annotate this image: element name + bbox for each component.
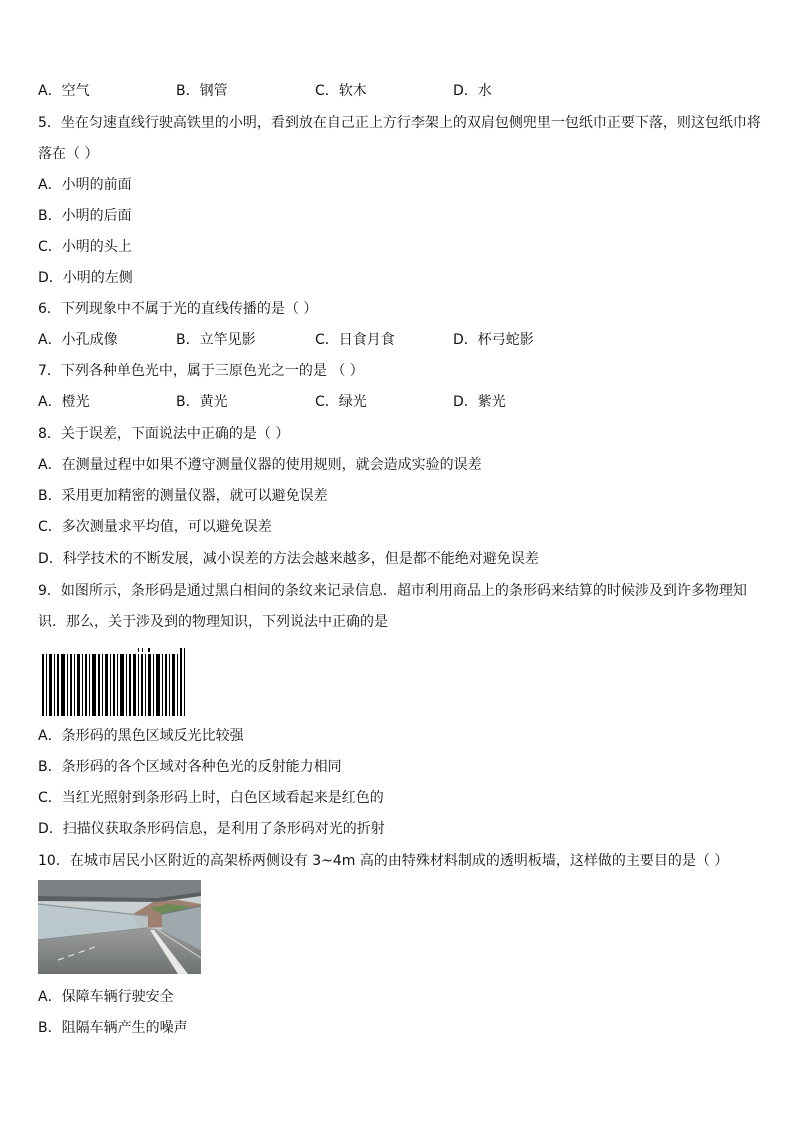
q5-stem-line1: 5．坐在匀速直线行驶高铁里的小明，看到放在自己正上方行李架上的双肩包侧兜里一包纸巾正要下落，则这包纸巾将 <box>38 115 761 131</box>
q10-option-b: B．阻隔车辆产生的噪声 <box>38 1020 188 1036</box>
q5-option-a: A．小明的前面 <box>38 177 132 193</box>
q10-option-a: A．保障车辆行驶安全 <box>38 989 174 1005</box>
q8-option-b: B．采用更加精密的测量仪器，就可以避免误差 <box>38 488 328 504</box>
q8-option-c: C．多次测量求平均值，可以避免误差 <box>38 519 272 535</box>
q4-option-b: B．钢管 <box>176 83 228 99</box>
q7-stem: 7．下列各种单色光中，属于三原色光之一的是 （ ） <box>38 363 364 379</box>
q5-option-d: D．小明的左侧 <box>38 270 133 286</box>
q5-stem-line2: 落在（ ） <box>38 146 99 162</box>
q7-option-a: A．橙光 <box>38 394 90 410</box>
q7-option-d: D．紫光 <box>453 394 506 410</box>
q4-option-c: C．软木 <box>315 83 367 99</box>
q6-option-c: C．日食月食 <box>315 332 395 348</box>
q9-stem-line2: 识．那么，关于涉及到的物理知识，下列说法中正确的是 <box>38 614 388 630</box>
q4-option-d: D．水 <box>453 83 492 99</box>
q8-option-d: D．科学技术的不断发展，减小误差的方法会越来越多，但是都不能绝对避免误差 <box>38 551 539 567</box>
q6-stem: 6．下列现象中不属于光的直线传播的是（ ） <box>38 301 318 317</box>
barcode-image <box>42 648 188 716</box>
q9-option-c: C．当红光照射到条形码上时，白色区域看起来是红色的 <box>38 790 384 806</box>
q8-option-a: A．在测量过程中如果不遵守测量仪器的使用规则，就会造成实验的误差 <box>38 457 482 473</box>
q9-option-d: D．扫描仪获取条形码信息，是利用了条形码对光的折射 <box>38 821 385 837</box>
q4-option-a: A．空气 <box>38 83 90 99</box>
q6-option-b: B．立竿见影 <box>176 332 256 348</box>
highway-photo <box>38 880 201 974</box>
q6-option-d: D．杯弓蛇影 <box>453 332 534 348</box>
q7-option-b: B．黄光 <box>176 394 228 410</box>
q9-stem-line1: 9．如图所示，条形码是通过黑白相间的条纹来记录信息．超市利用商品上的条形码来结算的时候涉及到许多物理知 <box>38 583 747 599</box>
q10-stem: 10．在城市居民小区附近的高架桥两侧设有 3~4m 高的由特殊材料制成的透明板墙，这样做的主要目的是（ ） <box>38 853 729 869</box>
q7-option-c: C．绿光 <box>315 394 367 410</box>
q9-option-b: B．条形码的各个区域对各种色光的反射能力相同 <box>38 759 342 775</box>
q5-option-c: C．小明的头上 <box>38 239 132 255</box>
q9-option-a: A．条形码的黑色区域反光比较强 <box>38 728 244 744</box>
q5-option-b: B．小明的后面 <box>38 208 132 224</box>
q6-option-a: A．小孔成像 <box>38 332 118 348</box>
q8-stem: 8．关于误差，下面说法中正确的是（ ） <box>38 426 290 442</box>
